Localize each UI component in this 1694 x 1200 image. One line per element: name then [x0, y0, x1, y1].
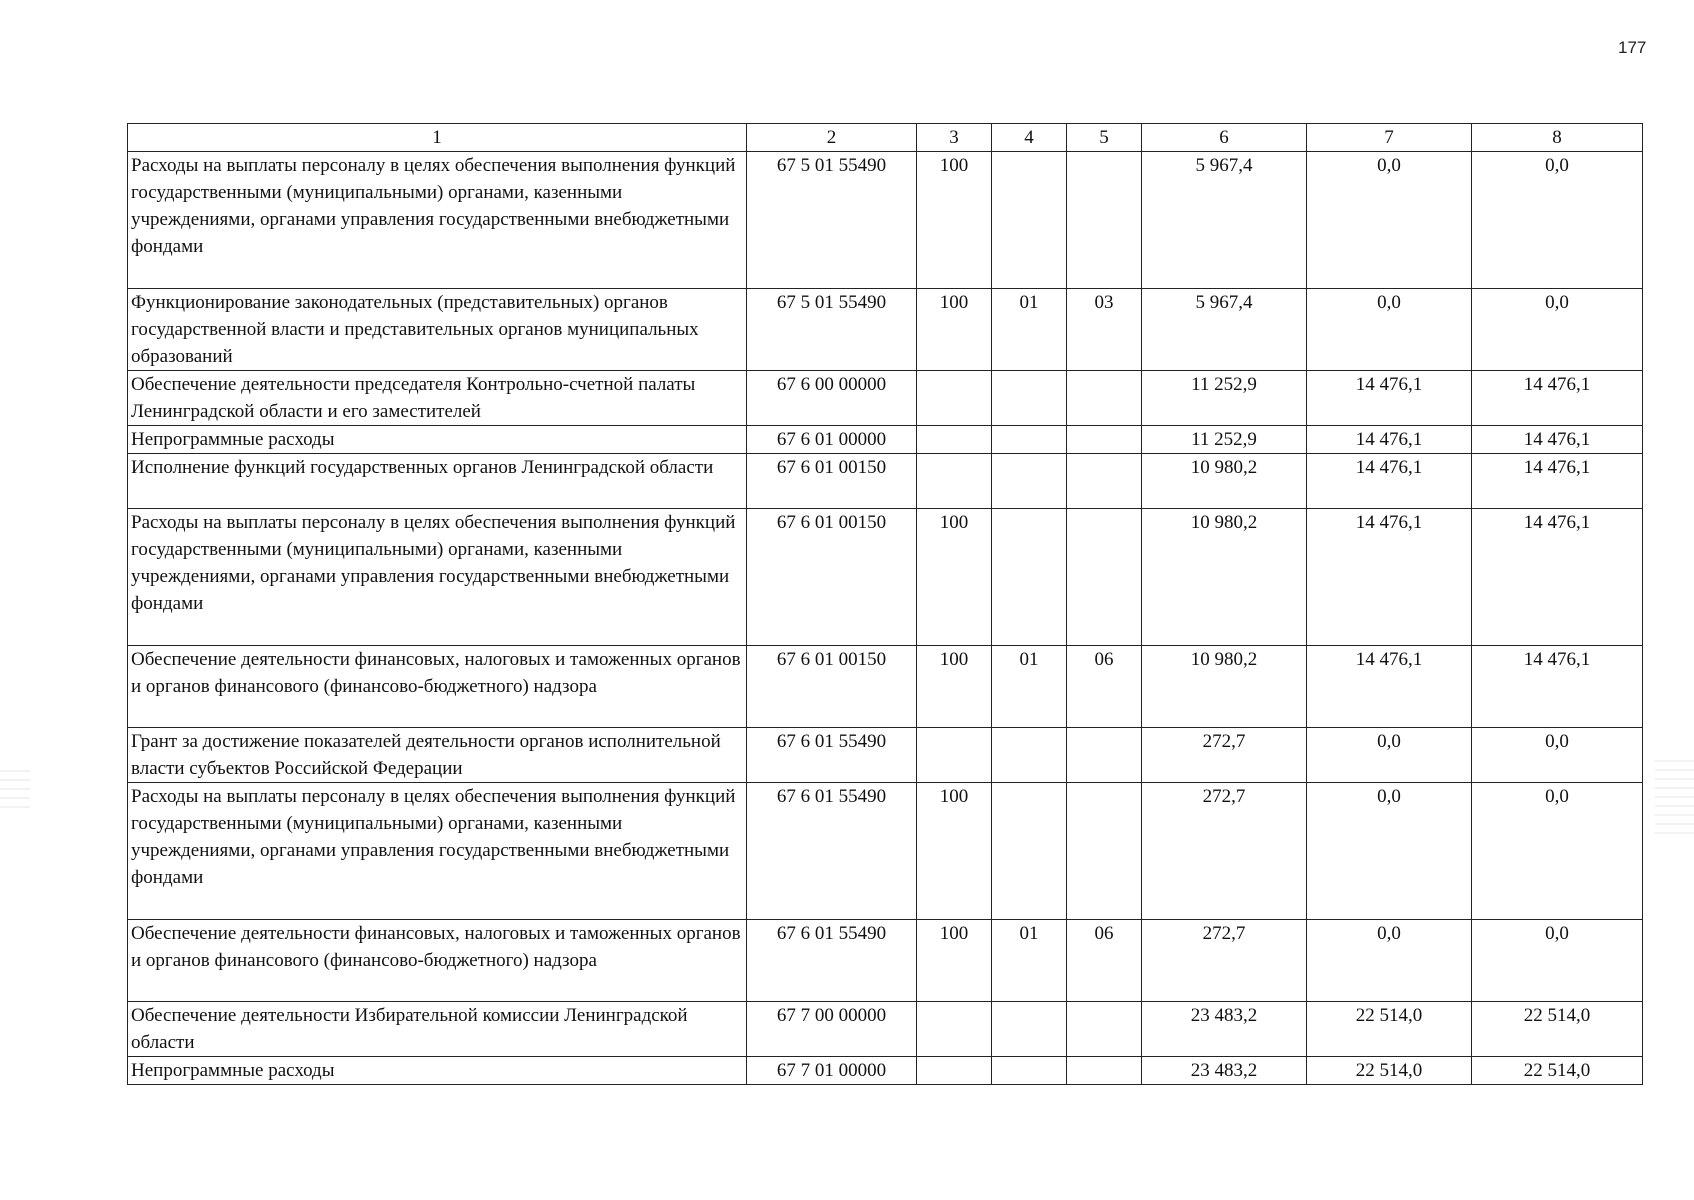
row-subsection — [1067, 152, 1142, 289]
row-amount-col7: 14 476,1 — [1307, 646, 1472, 728]
row-code: 67 6 01 55490 — [747, 920, 917, 1002]
row-expense-type: 100 — [917, 646, 992, 728]
row-section: 01 — [992, 920, 1067, 1002]
row-code: 67 6 01 00150 — [747, 509, 917, 646]
table-row — [128, 426, 1643, 454]
table-body — [128, 152, 1643, 1085]
row-expense-type: 100 — [917, 509, 992, 646]
row-amount-col8: 14 476,1 — [1472, 646, 1643, 728]
row-expense-type — [917, 426, 992, 454]
row-expense-type — [917, 454, 992, 509]
row-amount-col8: 0,0 — [1472, 728, 1643, 783]
row-amount-col7: 0,0 — [1307, 289, 1472, 371]
row-amount-col6: 10 980,2 — [1142, 509, 1307, 646]
row-subsection — [1067, 728, 1142, 783]
row-name: Непрограммные расходы — [128, 1057, 747, 1085]
row-name: Расходы на выплаты персоналу в целях обеспечения выполнения функций государственными (муниципальными) органами, казенными учреждениями, органами управления государственными внебюджетными фондами — [128, 783, 747, 920]
table-row — [128, 371, 1643, 426]
header-col-5: 5 — [1067, 124, 1142, 152]
row-subsection: 06 — [1067, 646, 1142, 728]
row-amount-col6: 23 483,2 — [1142, 1002, 1307, 1057]
row-amount-col7: 22 514,0 — [1307, 1002, 1472, 1057]
row-amount-col6: 272,7 — [1142, 783, 1307, 920]
row-subsection — [1067, 1002, 1142, 1057]
row-expense-type: 100 — [917, 783, 992, 920]
row-amount-col6: 5 967,4 — [1142, 289, 1307, 371]
row-expense-type: 100 — [917, 152, 992, 289]
row-code: 67 6 01 55490 — [747, 783, 917, 920]
table-header — [128, 124, 1643, 152]
row-section: 01 — [992, 289, 1067, 371]
row-section: 01 — [992, 646, 1067, 728]
row-expense-type: 100 — [917, 289, 992, 371]
table-row — [128, 152, 1643, 289]
header-col-1: 1 — [128, 124, 747, 152]
row-code: 67 7 01 00000 — [747, 1057, 917, 1085]
header-col-4: 4 — [992, 124, 1067, 152]
row-code: 67 7 00 00000 — [747, 1002, 917, 1057]
header-col-3: 3 — [917, 124, 992, 152]
row-section — [992, 152, 1067, 289]
row-name: Исполнение функций государственных органов Ленинградской области — [128, 454, 747, 509]
row-code: 67 6 01 00000 — [747, 426, 917, 454]
row-section — [992, 783, 1067, 920]
row-amount-col6: 272,7 — [1142, 920, 1307, 1002]
table-row — [128, 783, 1643, 920]
row-amount-col6: 11 252,9 — [1142, 426, 1307, 454]
row-subsection — [1067, 454, 1142, 509]
row-expense-type — [917, 1002, 992, 1057]
row-amount-col6: 272,7 — [1142, 728, 1307, 783]
row-name: Обеспечение деятельности финансовых, налоговых и таможенных органов и органов финансового (финансово-бюджетного) надзора — [128, 646, 747, 728]
row-expense-type — [917, 1057, 992, 1085]
row-subsection: 06 — [1067, 920, 1142, 1002]
row-amount-col8: 14 476,1 — [1472, 509, 1643, 646]
page-number: 177 — [1618, 38, 1647, 57]
row-amount-col7: 0,0 — [1307, 920, 1472, 1002]
row-amount-col8: 14 476,1 — [1472, 371, 1643, 426]
row-subsection — [1067, 509, 1142, 646]
row-name: Расходы на выплаты персоналу в целях обеспечения выполнения функций государственными (муниципальными) органами, казенными учреждениями, органами управления государственными внебюджетными фондами — [128, 152, 747, 289]
header-col-6: 6 — [1142, 124, 1307, 152]
row-amount-col6: 11 252,9 — [1142, 371, 1307, 426]
row-code: 67 5 01 55490 — [747, 289, 917, 371]
row-subsection — [1067, 783, 1142, 920]
row-amount-col7: 0,0 — [1307, 152, 1472, 289]
row-code: 67 6 01 00150 — [747, 454, 917, 509]
row-name: Непрограммные расходы — [128, 426, 747, 454]
row-amount-col7: 14 476,1 — [1307, 509, 1472, 646]
row-name: Функционирование законодательных (представительных) органов государственной власти и представительных органов муниципальных образований — [128, 289, 747, 371]
table-row — [128, 454, 1643, 509]
row-section — [992, 454, 1067, 509]
row-amount-col6: 23 483,2 — [1142, 1057, 1307, 1085]
table-row — [128, 646, 1643, 728]
table-row — [128, 289, 1643, 371]
table-row — [128, 1057, 1643, 1085]
row-name: Грант за достижение показателей деятельности органов исполнительной власти субъектов Российской Федерации — [128, 728, 747, 783]
row-section — [992, 509, 1067, 646]
row-amount-col8: 0,0 — [1472, 289, 1643, 371]
row-amount-col6: 10 980,2 — [1142, 646, 1307, 728]
row-section — [992, 1057, 1067, 1085]
row-code: 67 5 01 55490 — [747, 152, 917, 289]
header-col-8: 8 — [1472, 124, 1643, 152]
row-amount-col8: 22 514,0 — [1472, 1002, 1643, 1057]
row-section — [992, 1002, 1067, 1057]
row-expense-type: 100 — [917, 920, 992, 1002]
row-subsection — [1067, 371, 1142, 426]
row-section — [992, 728, 1067, 783]
row-amount-col8: 22 514,0 — [1472, 1057, 1643, 1085]
scan-artifact — [1655, 760, 1694, 840]
row-amount-col8: 14 476,1 — [1472, 454, 1643, 509]
row-expense-type — [917, 728, 992, 783]
row-name: Расходы на выплаты персоналу в целях обеспечения выполнения функций государственными (муниципальными) органами, казенными учреждениями, органами управления государственными внебюджетными фондами — [128, 509, 747, 646]
header-col-7: 7 — [1307, 124, 1472, 152]
row-code: 67 6 01 55490 — [747, 728, 917, 783]
row-subsection: 03 — [1067, 289, 1142, 371]
row-section — [992, 371, 1067, 426]
row-amount-col8: 0,0 — [1472, 920, 1643, 1002]
row-amount-col6: 5 967,4 — [1142, 152, 1307, 289]
row-amount-col8: 14 476,1 — [1472, 426, 1643, 454]
row-name: Обеспечение деятельности председателя Контрольно-счетной палаты Ленинградской области и его заместителей — [128, 371, 747, 426]
row-amount-col7: 0,0 — [1307, 728, 1472, 783]
row-amount-col7: 22 514,0 — [1307, 1057, 1472, 1085]
header-col-2: 2 — [747, 124, 917, 152]
row-amount-col7: 14 476,1 — [1307, 371, 1472, 426]
row-amount-col8: 0,0 — [1472, 783, 1643, 920]
budget-table — [127, 123, 1643, 1085]
row-amount-col6: 10 980,2 — [1142, 454, 1307, 509]
row-subsection — [1067, 426, 1142, 454]
row-expense-type — [917, 371, 992, 426]
row-amount-col7: 14 476,1 — [1307, 454, 1472, 509]
table-row — [128, 728, 1643, 783]
header-row — [128, 124, 1643, 152]
row-section — [992, 426, 1067, 454]
row-subsection — [1067, 1057, 1142, 1085]
scan-artifact — [0, 770, 30, 810]
row-amount-col8: 0,0 — [1472, 152, 1643, 289]
row-name: Обеспечение деятельности Избирательной комиссии Ленинградской области — [128, 1002, 747, 1057]
table-row — [128, 509, 1643, 646]
row-amount-col7: 0,0 — [1307, 783, 1472, 920]
row-code: 67 6 00 00000 — [747, 371, 917, 426]
row-code: 67 6 01 00150 — [747, 646, 917, 728]
table-row — [128, 1002, 1643, 1057]
row-amount-col7: 14 476,1 — [1307, 426, 1472, 454]
table-row — [128, 920, 1643, 1002]
row-name: Обеспечение деятельности финансовых, налоговых и таможенных органов и органов финансового (финансово-бюджетного) надзора — [128, 920, 747, 1002]
